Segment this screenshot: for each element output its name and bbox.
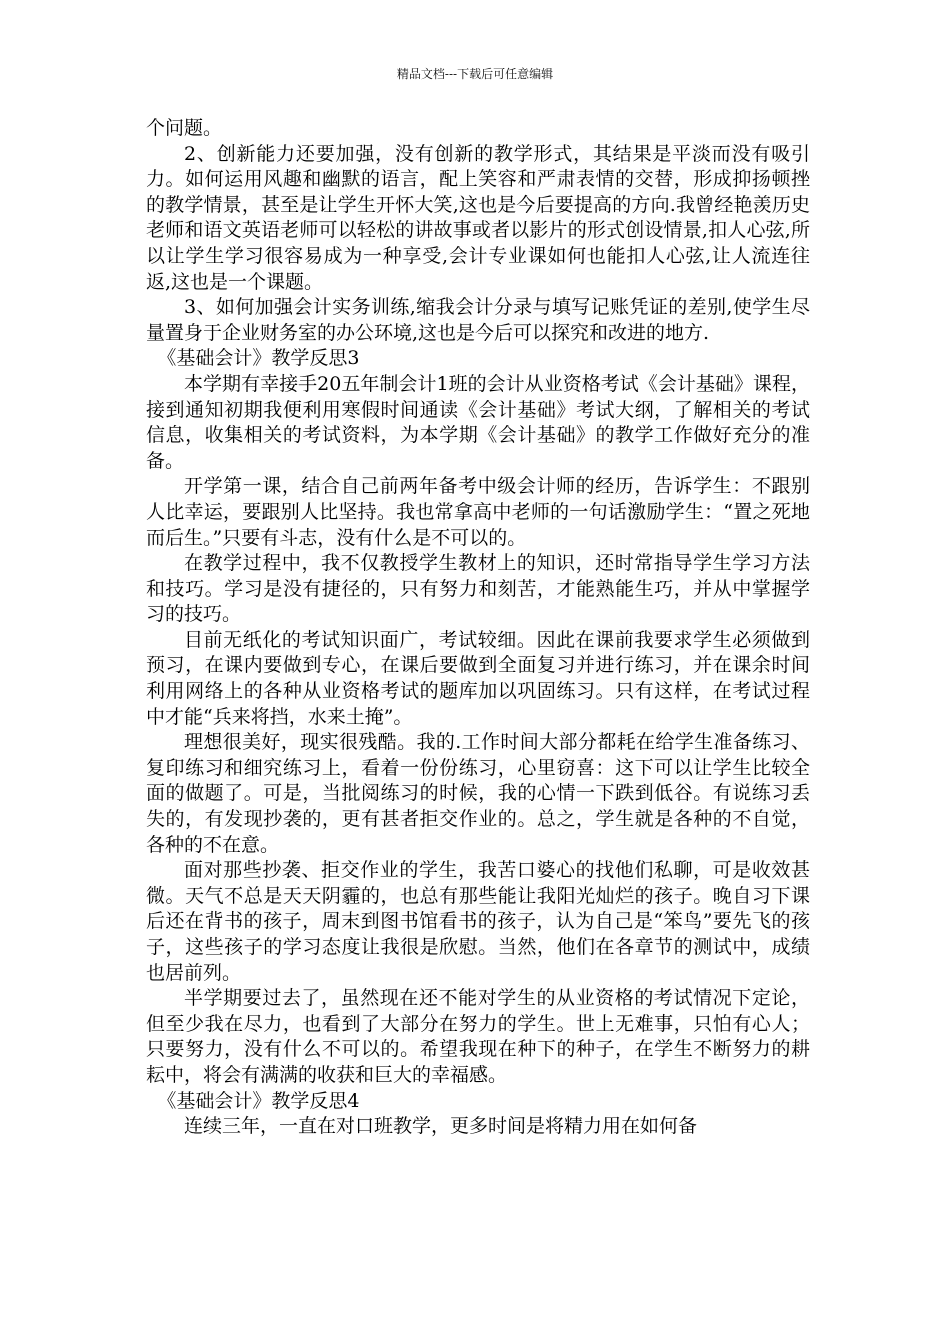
section-title: 《基础会计》教学反思3 xyxy=(157,347,360,370)
paragraph: 目前无纸化的考试知识面广，考试较细。因此在课前我要求学生必须做到预习，在课内要做到专心，在课后要做到全面复习并进行练习，并在课余时间利用网络上的各种从业资格考试的题库加以巩固练习。只有这样，在考试过程中才能“兵来将挡，水来土掩”。 xyxy=(146,628,810,728)
paragraph: 本学期有幸接手20五年制会计1班的会计从业资格考试《会计基础》课程，接到通知初期我便利用寒假时间通读《会计基础》考试大纲，了解相关的考试信息，收集相关的考试资料，为本学期《会计基础》的教学工作做好充分的准备。 xyxy=(146,372,810,472)
paragraph: 开学第一课，结合自己前两年备考中级会计师的经历，告诉学生：不跟别人比幸运，要跟别人比坚持。我也常拿高中老师的一句话激励学生：“置之死地而后生。”只要有斗志，没有什么是不可以的。 xyxy=(146,475,810,549)
section-title: 《基础会计》教学反思4 xyxy=(157,1089,360,1112)
paragraph: 3、如何加强会计实务训练,缩我会计分录与填写记账凭证的差别,使学生尽量置身于企业财务室的办公环境,这也是今后可以探究和改进的地方. xyxy=(146,296,810,344)
page-header: 精品文档---下载后可任意编辑 xyxy=(396,67,554,81)
paragraph: 半学期要过去了，虽然现在还不能对学生的从业资格的考试情况下定论，但至少我在尽力，也看到了大部分在努力的学生。世上无难事，只怕有心人；只要努力，没有什么不可以的。希望我现在种下的种子，在学生不断努力的耕耘中，将会有满满的收获和巨大的幸福感。 xyxy=(146,987,810,1086)
paragraph: 连续三年，一直在对口班教学，更多时间是将精力用在如何备 xyxy=(184,1115,698,1138)
paragraph: 2、创新能力还要加强，没有创新的教学形式，其结果是平淡而没有吸引力。如何运用风趣和幽默的语言，配上笑容和严肃表情的交替，形成抑扬顿挫的教学情景，甚至是让学生开怀大笑,这也是今后要提高的方向.我曾经艳羡历史老师和语文英语老师可以轻松的讲故事或者以影片的形式创设情景,扣人心弦,所以让学生学习很容易成为一种享受,会计专业课如何也能扣人心弦,让人流连往返,这也是一个课题。 xyxy=(146,142,810,293)
paragraph: 理想很美好，现实很残酷。我的.工作时间大部分都耗在给学生准备练习、复印练习和细究练习上，看着一份份练习，心里窃喜：这下可以让学生比较全面的做题了。可是，当批阅练习的时候，我的心情一下跌到低谷。有说练习丢失的，有发现抄袭的，更有甚者拒交作业的。总之，学生就是各种的不自觉，各种的不在意。 xyxy=(146,731,810,856)
paragraph: 个问题。 xyxy=(146,117,223,139)
document-body xyxy=(146,116,810,1140)
paragraph: 面对那些抄袭、拒交作业的学生，我苦口婆心的找他们私聊，可是收效甚微。天气不总是天天阴霾的，也总有那些能让我阳光灿烂的孩子。晚自习下课后还在背书的孩子，周末到图书馆看书的孩子，认为自己是“笨鸟”要先飞的孩子，这些孩子的学习态度让我很是欣慰。当然，他们在各章节的测试中，成绩也居前列。 xyxy=(146,859,810,984)
paragraph: 在教学过程中，我不仅教授学生教材上的知识，还时常指导学生学习方法和技巧。学习是没有捷径的，只有努力和刻苦，才能熟能生巧，并从中掌握学习的技巧。 xyxy=(146,552,810,626)
